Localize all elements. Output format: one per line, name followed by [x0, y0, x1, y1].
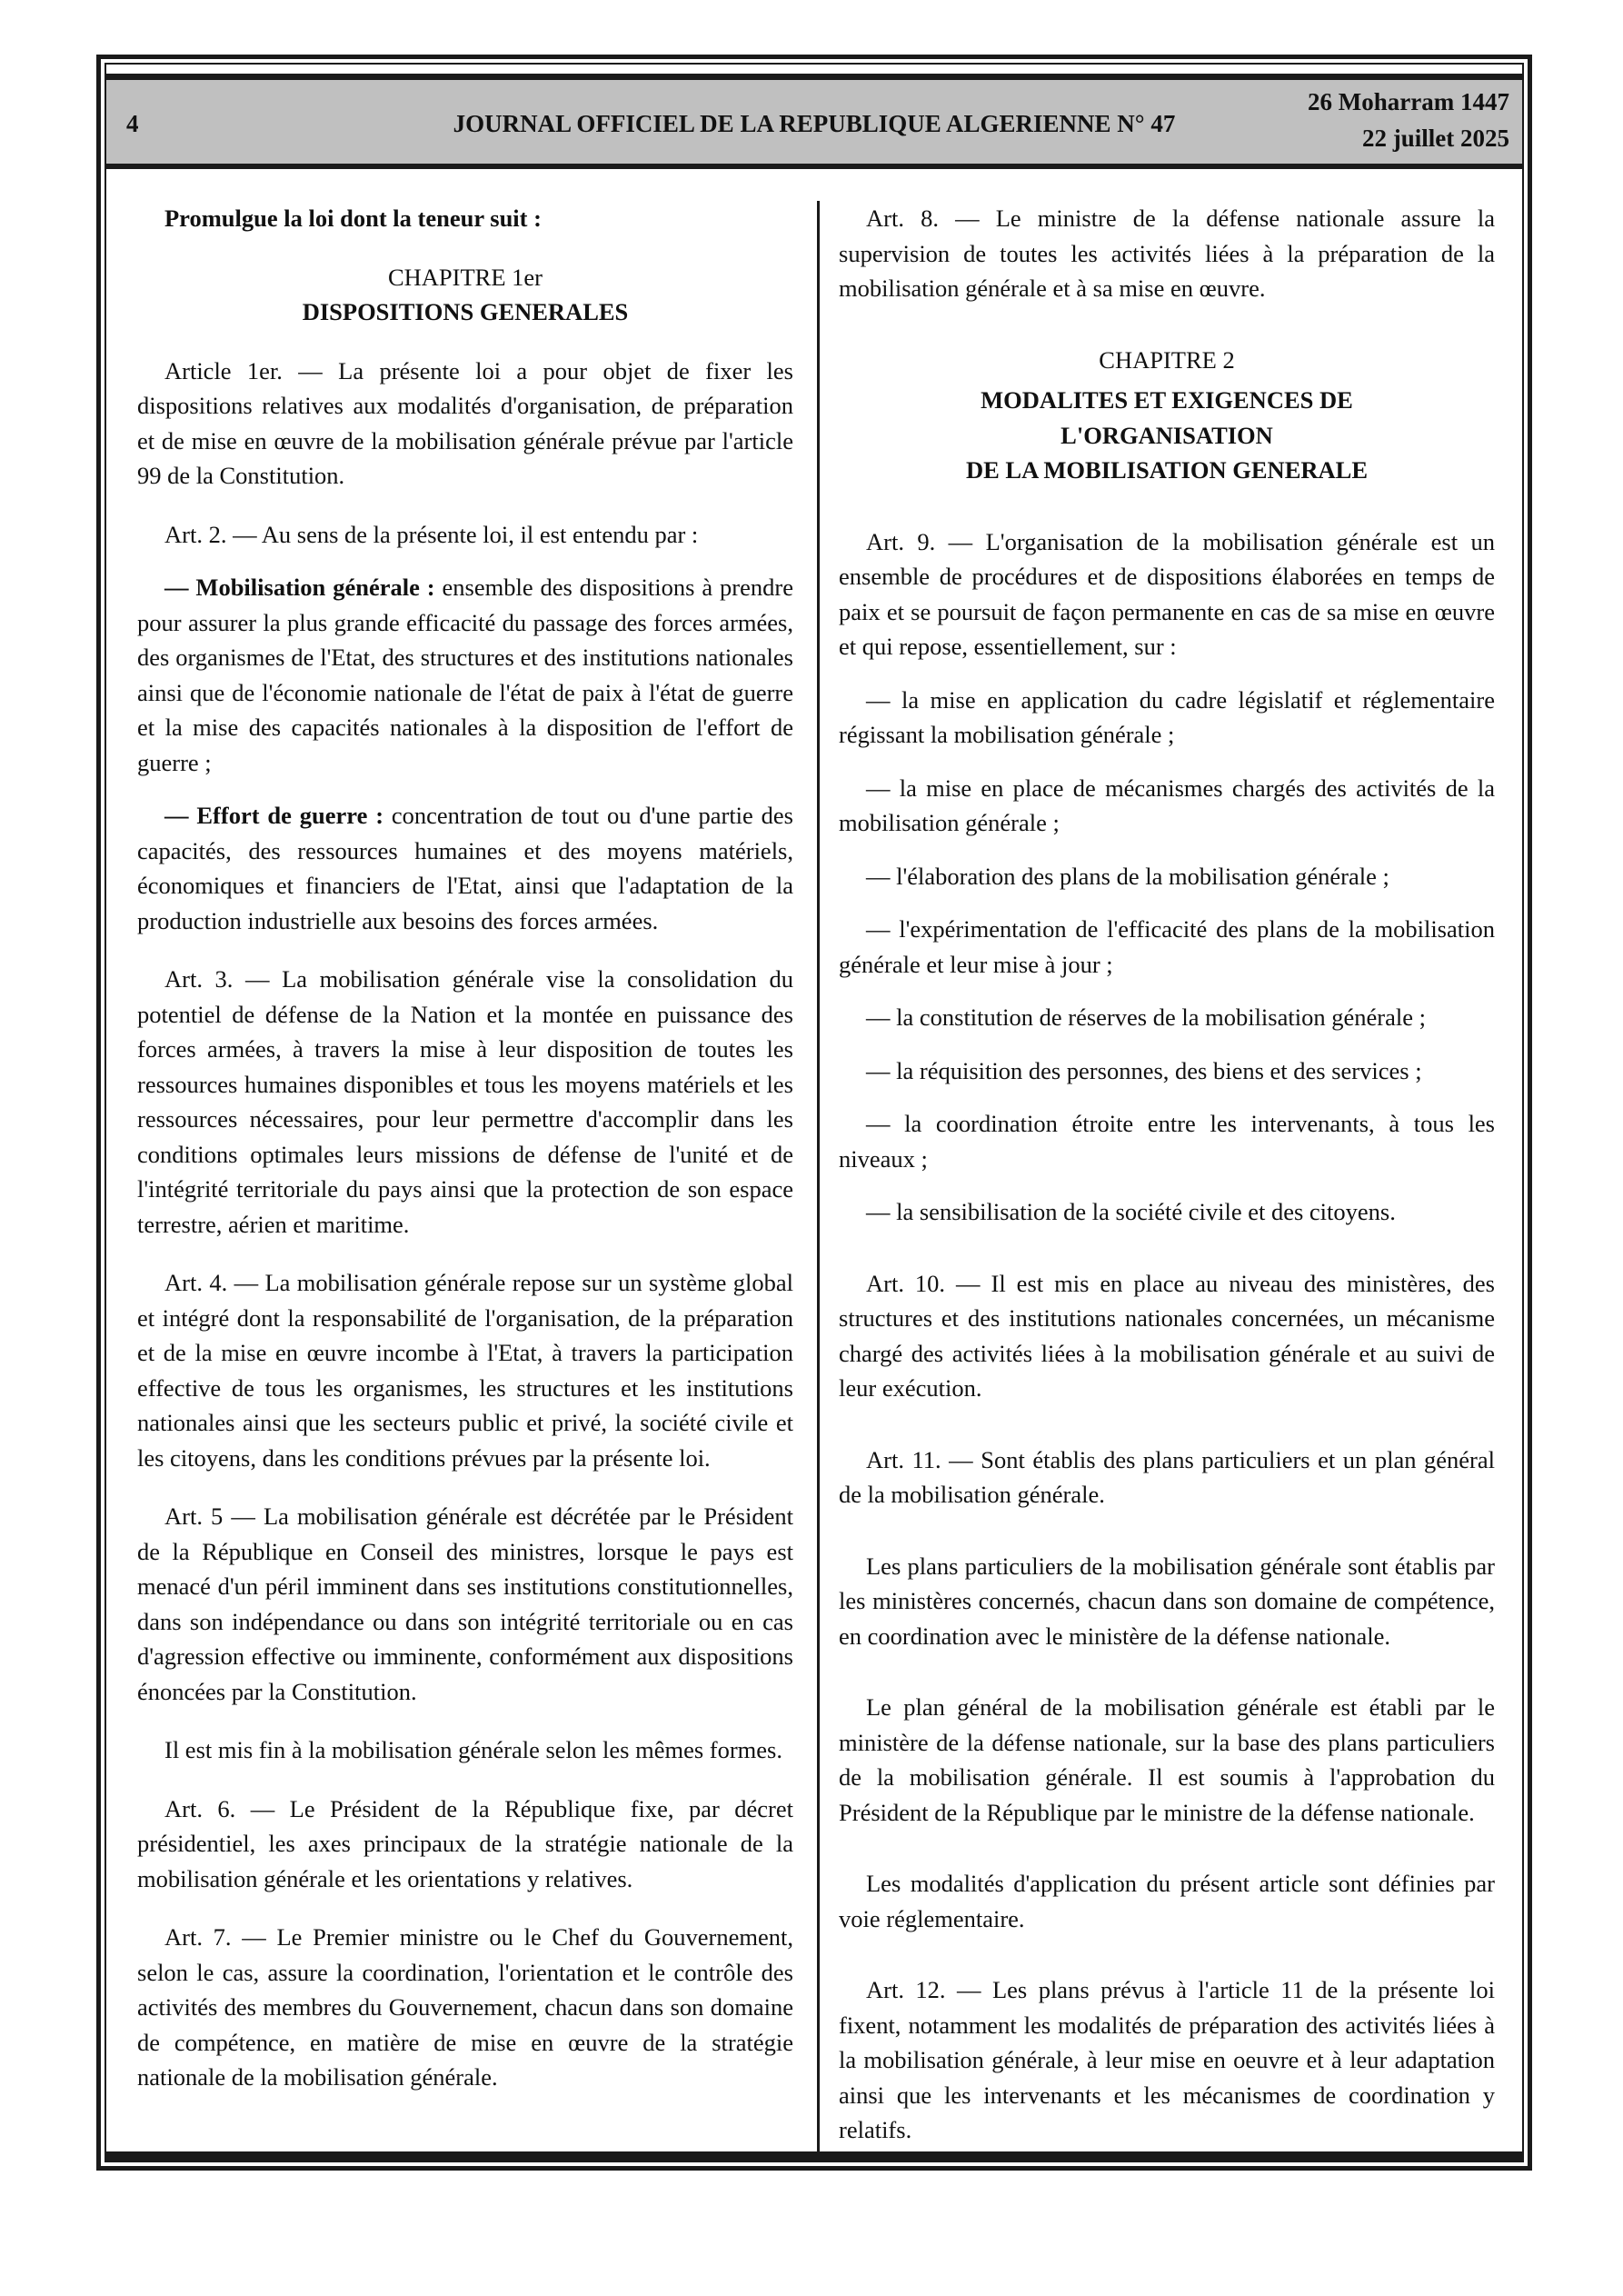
definition-effort: [137, 798, 793, 938]
definition-text: concentration de tout ou d'une partie des capacités, des ressources humaines et des moyens matériels, économiques et financiers de l'Etat, ainsi que l'adaptation de la production industrielle aux besoins des forces armées.: [137, 802, 793, 934]
list-item: — l'expérimentation de l'efficacité des plans de la mobilisation générale et leur mise à jour ;: [839, 915, 1495, 978]
chapter-2-title-line: DE LA MOBILISATION GENERALE: [965, 456, 1368, 484]
chapter-1-title: DISPOSITIONS GENERALES: [302, 298, 629, 325]
definition-term: — Mobilisation générale :: [164, 574, 435, 601]
definition-text: ensemble des dispositions à prendre pour assurer la plus grande efficacité du passage des forces armées, des organismes de l'Etat, des structures et des institutions nationales ainsi que de l'économie nationale de l'état de paix à l'état de guerre et la mise des capacités nationales à la disposition de l'effort de guerre ;: [137, 574, 793, 776]
chapter-1-label: CHAPITRE 1er: [387, 263, 543, 291]
list-item: — la coordination étroite entre les intervenants, à tous les niveaux ;: [839, 1110, 1495, 1173]
article-9: Art. 9. — L'organisation de la mobilisation générale est un ensemble de procédures et de dispositions élaborées en temps de paix et se poursuit de façon permanente en cas de sa mise en œuvre et qui repose, essentiellement, sur :: [839, 527, 1495, 660]
article-11-paragraph: Les modalités d'application du présent article sont définies par voie réglementaire.: [839, 1870, 1495, 1932]
bottom-rule: [106, 2151, 1522, 2161]
date-hijri: 26 Moharram 1447: [1308, 88, 1509, 115]
chapter-2-title-line: L'ORGANISATION: [1060, 421, 1273, 449]
chapter-2-title-line: MODALITES ET EXIGENCES DE: [981, 386, 1353, 414]
article-5: Art. 5 — La mobilisation générale est décrétée par le Président de la République en Conseil des ministres, lorsque le pays est menacé d'un péril imminent dans ses institutions constitutionnelles, dans son indépendance ou dans son intégrité territoriale ou en cas d'agression effective ou imminente, conformément aux dispositions énoncées par la Constitution.: [137, 1502, 793, 1705]
list-item: — la réquisition des personnes, des biens et des services ;: [866, 1056, 1422, 1084]
page-number: 4: [126, 110, 139, 137]
date-gregorian: 22 juillet 2025: [1362, 125, 1509, 152]
journal-header: [106, 74, 1522, 169]
list-item: — la mise en application du cadre législatif et réglementaire régissant la mobilisation générale ;: [839, 685, 1495, 748]
article-3: Art. 3. — La mobilisation générale vise la consolidation du potentiel de défense de la Nation et la montée en puissance des forces armées, à travers la mise à leur disposition de toutes les ressources humaines disponibles et tous les moyens matériels et les ressources nécessaires, pour leur permettre d'accomplir dans les conditions optimales leurs missions de défense de l'unité et de l'intégrité territoriale du pays ainsi que la protection de son espace terrestre, aérien et maritime.: [137, 965, 793, 1238]
definition-term: — Effort de guerre :: [164, 802, 384, 829]
journal-title: JOURNAL OFFICIEL DE LA REPUBLIQUE ALGERIENNE N° 47: [453, 110, 1176, 137]
article-11: Art. 11. — Sont établis des plans particuliers et un plan général de la mobilisation générale.: [839, 1445, 1495, 1508]
article-6: Art. 6. — Le Président de la République fixe, par décret présidentiel, les axes principaux de la stratégie nationale de la mobilisation générale et les orientations y relatives.: [137, 1794, 793, 1892]
article-12: Art. 12. — Les plans prévus à l'article 11 de la présente loi fixent, notamment les modalités de préparation des activités liées à la mobilisation générale, à leur mise en oeuvre et à leur adaptation ainsi que les intervenants et les mécanismes de coordination y relatifs.: [839, 1976, 1495, 2143]
list-item: — la mise en place de mécanismes chargés des activités de la mobilisation générale ;: [839, 774, 1495, 836]
inner-frame: [105, 63, 1524, 2162]
issue-dates: [1308, 84, 1509, 156]
definition-mobilisation: [137, 570, 793, 780]
article-10: Art. 10. — Il est mis en place au niveau des ministères, des structures et des institutions nationales concernées, un mécanisme chargé des activités liées à la mobilisation générale et au suivi de leur exécution.: [839, 1269, 1495, 1402]
article-1: Article 1er. — La présente loi a pour objet de fixer les dispositions relatives aux modalités d'organisation, de préparation et de mise en œuvre de la mobilisation générale prévue par l'article 99 de la Constitution.: [137, 356, 793, 489]
list-item: — la sensibilisation de la société civile et des citoyens.: [866, 1198, 1396, 1225]
article-4: Art. 4. — La mobilisation générale repose sur un système global et intégré dont la responsabilité de l'organisation, de la préparation et de la mise en œuvre incombe à l'Etat, à travers la participation effective de tous les organismes, les structures et les institutions nationales ainsi que les secteurs public et privé, la société civile et les citoyens, dans les conditions prévues par la présente loi.: [137, 1269, 793, 1472]
article-8: Art. 8. — Le ministre de la défense nationale assure la supervision de toutes les activités liées à la préparation de la mobilisation générale et à sa mise en œuvre.: [839, 205, 1495, 302]
chapter-2-label: CHAPITRE 2: [1099, 345, 1235, 374]
article-7: Art. 7. — Le Premier ministre ou le Chef du Gouvernement, selon le cas, assure la coordination, l'orientation et le contrôle des activités des membres du Gouvernement, chacun dans son domaine de compétence, en matière de mise en œuvre de la stratégie nationale de la mobilisation générale.: [137, 1923, 793, 2091]
list-item: — la constitution de réserves de la mobilisation générale ;: [866, 1003, 1426, 1031]
column-divider: [817, 201, 820, 2155]
promulgation: Promulgue la loi dont la teneur suit :: [164, 205, 542, 232]
page-frame: [96, 55, 1532, 2171]
article-11-paragraph: Le plan général de la mobilisation générale est établi par le ministère de la défense nationale, sur la base des plans particuliers de la mobilisation générale. Il est soumis à l'approbation du Président de la République par le ministre de la défense nationale.: [839, 1693, 1495, 1826]
list-item: — l'élaboration des plans de la mobilisation générale ;: [866, 862, 1389, 890]
article-2: Art. 2. — Au sens de la présente loi, il est entendu par :: [164, 520, 699, 548]
article-5-paragraph: Il est mis fin à la mobilisation générale selon les mêmes formes.: [164, 1736, 782, 1763]
article-11-paragraph: Les plans particuliers de la mobilisation générale sont établis par les ministères concernés, chacun dans son domaine de compétence, en coordination avec le ministère de la défense nationale.: [839, 1552, 1495, 1650]
right-column: [839, 201, 1495, 2166]
left-column: [137, 201, 793, 2113]
